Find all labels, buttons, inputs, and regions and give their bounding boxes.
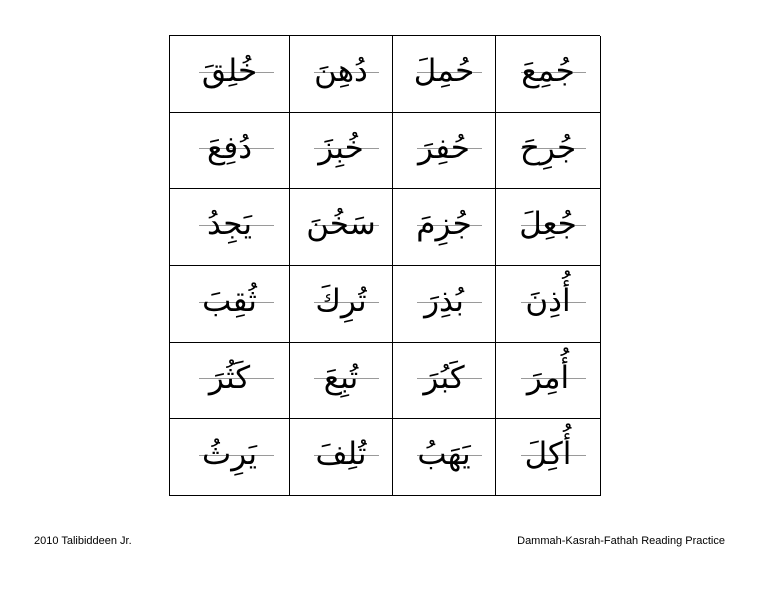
arabic-word: حُفِرَ: [418, 129, 470, 166]
arabic-word: خُبِزَ: [318, 129, 364, 166]
footer-title: Dammah-Kasrah-Fathah Reading Practice: [517, 535, 725, 547]
word-cell: [393, 113, 496, 190]
word-cell: [496, 266, 601, 343]
word-cell: [496, 419, 601, 496]
arabic-word: جُمِعَ: [521, 53, 575, 89]
word-cell: [290, 113, 393, 190]
word-cell: [170, 419, 290, 496]
arabic-word: يَرِثُ: [202, 436, 257, 473]
arabic-word: ثُقِبَ: [202, 282, 257, 319]
word-grid: [169, 35, 600, 496]
arabic-word: خُلِقَ: [201, 53, 258, 89]
word-cell: [496, 113, 601, 190]
footer-copyright: 2010 Talibiddeen Jr.: [34, 535, 132, 547]
word-cell: [393, 266, 496, 343]
word-cell: [393, 189, 496, 266]
word-cell: [290, 36, 393, 113]
word-cell: [393, 343, 496, 420]
word-cell: [496, 343, 601, 420]
word-cell: [170, 343, 290, 420]
arabic-word: سَخُنَ: [306, 206, 376, 243]
word-cell: [496, 189, 601, 266]
arabic-word: تُرِكَ: [315, 282, 367, 319]
arabic-word: جُزِمَ: [416, 206, 472, 243]
arabic-word: كَبُرَ: [423, 359, 465, 396]
arabic-word: كَثُرَ: [208, 359, 251, 396]
word-cell: [393, 419, 496, 496]
arabic-word: جُرِحَ: [519, 129, 577, 166]
arabic-word: بُذِرَ: [424, 282, 464, 319]
arabic-word: أُكِلَ: [524, 436, 572, 473]
word-cell: [170, 113, 290, 190]
word-cell: [170, 189, 290, 266]
arabic-word: حُمِلَ: [413, 53, 475, 89]
arabic-word: يَجِدُ: [207, 206, 252, 243]
arabic-word: دُهِنَ: [314, 53, 368, 89]
arabic-word: يَهَبُ: [417, 436, 471, 473]
arabic-word: جُعِلَ: [519, 206, 577, 243]
arabic-word: دُفِعَ: [206, 129, 253, 166]
word-cell: [393, 36, 496, 113]
arabic-word: تُلِفَ: [315, 436, 367, 473]
word-cell: [290, 266, 393, 343]
arabic-word: تُبِعَ: [323, 359, 359, 396]
arabic-word: أُمِرَ: [526, 359, 570, 396]
word-cell: [170, 266, 290, 343]
word-cell: [170, 36, 290, 113]
word-cell: [290, 419, 393, 496]
word-cell: [290, 343, 393, 420]
word-cell: [290, 189, 393, 266]
word-cell: [496, 36, 601, 113]
arabic-word: أُذِنَ: [525, 282, 571, 319]
